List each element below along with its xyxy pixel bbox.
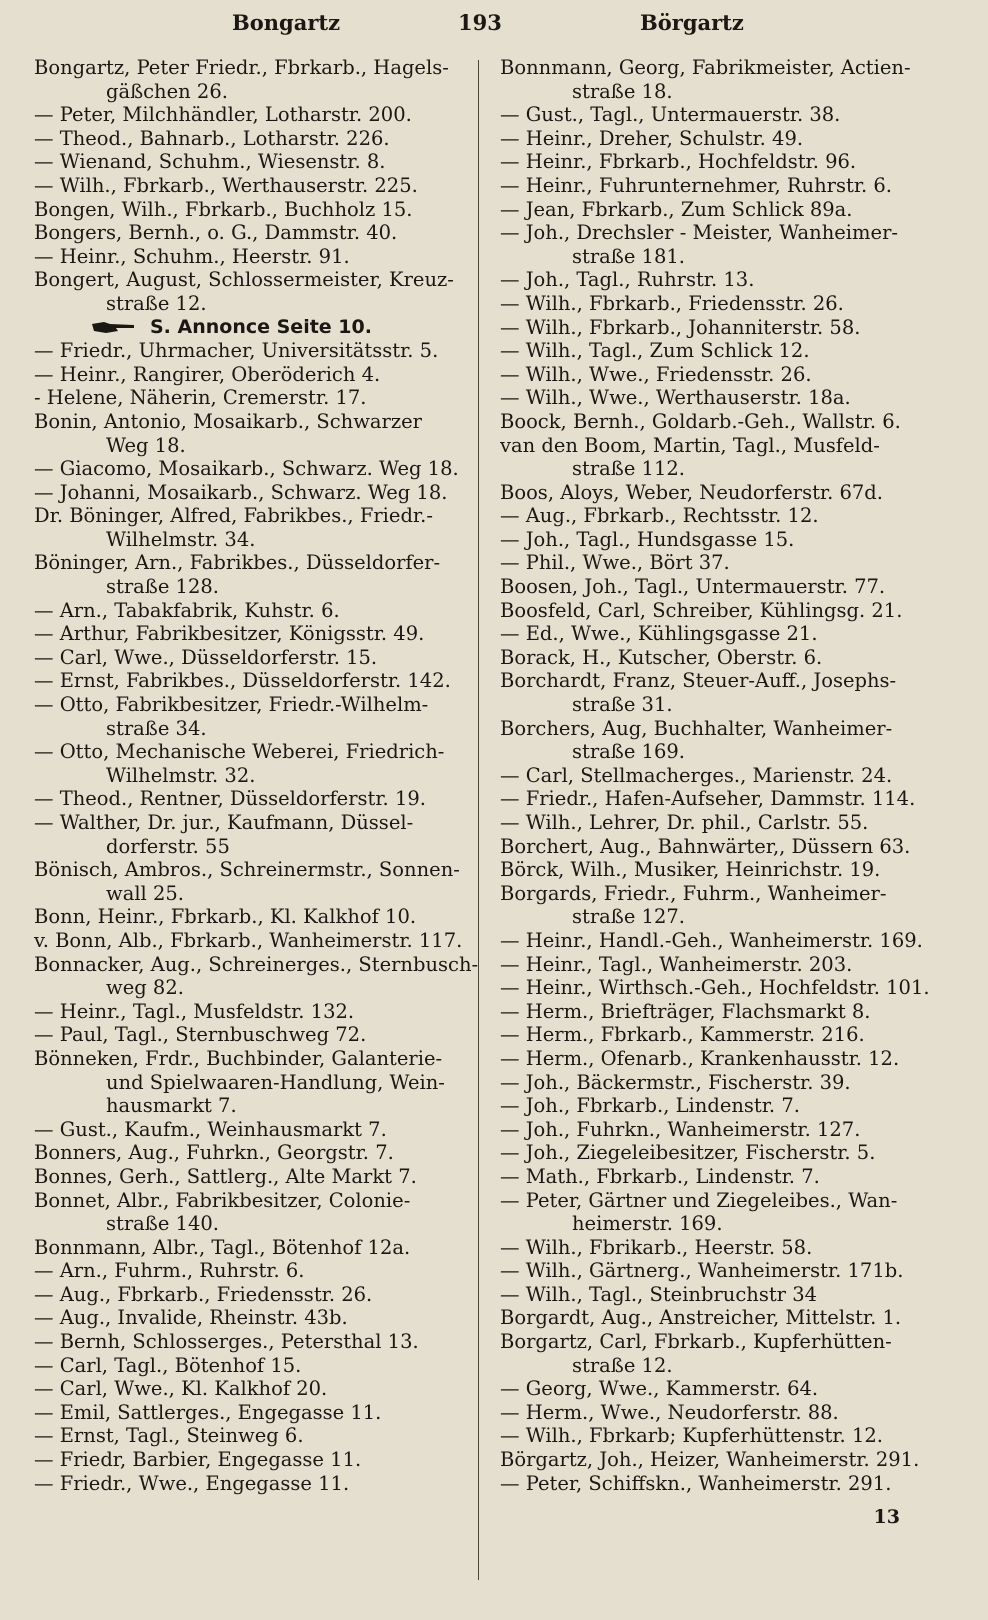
entry-line: Bonnet, Albr., Fabrikbesitzer, Colonie- xyxy=(34,1188,411,1212)
entry-line: — Ed., Wwe., Kühlingsgasse 21. xyxy=(500,622,818,646)
directory-entry xyxy=(34,1377,466,1401)
directory-entry xyxy=(500,882,948,929)
entry-line: — Heinr., Rangirer, Oberöderich 4. xyxy=(34,362,381,386)
entry-line: Borack, H., Kutscher, Oberstr. 6. xyxy=(500,645,823,669)
directory-entry xyxy=(500,528,948,552)
directory-entry xyxy=(34,56,466,103)
directory-entry xyxy=(500,504,948,528)
entry-line: Bonners, Aug., Fuhrkn., Georgstr. 7. xyxy=(34,1141,394,1165)
entry-line: — Aug., Invalide, Rheinstr. 43b. xyxy=(34,1306,348,1330)
entry-line: — Bernh, Schlosserges., Petersthal 13. xyxy=(34,1330,419,1354)
directory-entry xyxy=(34,150,466,174)
page-header xyxy=(0,6,988,40)
directory-entry xyxy=(34,457,466,481)
directory-entry xyxy=(34,1306,466,1330)
directory-entry xyxy=(34,245,466,269)
entry-line: Borchardt, Franz, Steuer-Auff., Josephs- xyxy=(500,669,897,693)
directory-entry xyxy=(34,103,466,127)
entry-line: — Joh., Fuhrkn., Wanheimerstr. 127. xyxy=(500,1117,861,1141)
entry-line: — Walther, Dr. jur., Kaufmann, Düssel- xyxy=(34,811,414,834)
entry-continuation: Wilhelmstr. 34. xyxy=(106,527,256,551)
directory-entry xyxy=(500,410,948,434)
entry-line: — Carl, Wwe., Düsseldorferstr. 15. xyxy=(34,645,378,669)
entry-line: Dr. Böninger, Alfred, Fabrikbes., Friedr.- xyxy=(34,504,433,528)
entry-continuation: dorferstr. 55 xyxy=(106,834,230,858)
directory-entry xyxy=(500,1448,948,1472)
directory-entry xyxy=(34,693,466,740)
directory-entry xyxy=(500,434,948,481)
entry-line: — Emil, Sattlerges., Engegasse 11. xyxy=(34,1400,382,1424)
entry-line: Bonin, Antonio, Mosaikarb., Schwarzer xyxy=(34,409,423,433)
entry-continuation: straße 18. xyxy=(572,79,673,103)
entry-line: — Theod., Rentner, Düsseldorferstr. 19. xyxy=(34,787,426,811)
directory-entry xyxy=(34,339,466,363)
directory-entry xyxy=(500,622,948,646)
entry-line: — Herm., Fbrkarb., Kammerstr. 216. xyxy=(500,1023,865,1047)
left-column xyxy=(34,56,479,1495)
entry-line: — Arthur, Fabrikbesitzer, Königsstr. 49. xyxy=(34,622,425,646)
directory-entry xyxy=(34,363,466,387)
entry-line: — Arn., Fuhrm., Ruhrstr. 6. xyxy=(34,1259,305,1283)
directory-entry xyxy=(500,150,948,174)
entry-line: — Friedr, Barbier, Engegasse 11. xyxy=(34,1448,362,1472)
directory-entry xyxy=(34,410,466,457)
entry-line: — Otto, Fabrikbesitzer, Friedr.-Wilhelm- xyxy=(34,693,429,717)
entry-line: — Friedr., Uhrmacher, Universitätsstr. 5. xyxy=(34,339,439,363)
directory-entry xyxy=(34,174,466,198)
directory-entry xyxy=(500,1306,948,1330)
entry-line: — Paul, Tagl., Sternbuschweg 72. xyxy=(34,1023,367,1047)
entry-line: — Heinr., Wirthsch.-Geh., Hochfeldstr. 101. xyxy=(500,976,930,1000)
directory-entry xyxy=(500,551,948,575)
directory-entry xyxy=(34,1283,466,1307)
entry-line: — Joh., Fbrkarb., Lindenstr. 7. xyxy=(500,1094,800,1118)
directory-entry xyxy=(500,1424,948,1448)
entry-continuation: Weg 18. xyxy=(106,433,186,457)
directory-entry xyxy=(500,127,948,151)
entry-continuation: wall 25. xyxy=(106,881,184,905)
directory-entry xyxy=(500,1401,948,1425)
entry-line: — Herm., Wwe., Neudorferstr. 88. xyxy=(500,1400,839,1424)
directory-entry xyxy=(34,1189,466,1236)
entry-line: Bönneken, Frdr., Buchbinder, Galanterie- xyxy=(34,1046,443,1070)
pointing-hand-icon xyxy=(90,319,136,335)
entry-line: Borgartz, Carl, Fbrkarb., Kupferhütten- xyxy=(500,1330,892,1354)
directory-entry xyxy=(34,858,466,905)
entry-line: Borchert, Aug., Bahnwärter,, Düssern 63. xyxy=(500,834,911,858)
header-left-keyword: Bongartz xyxy=(232,10,341,35)
entry-line: Bonnes, Gerh., Sattlerg., Alte Markt 7. xyxy=(34,1164,417,1188)
entry-continuation: straße 127. xyxy=(572,905,685,929)
directory-entry xyxy=(500,787,948,811)
entry-continuation: straße 31. xyxy=(572,693,673,717)
entry-line: Börgartz, Joh., Heizer, Wanheimerstr. 291. xyxy=(500,1448,920,1472)
entry-line: — Peter, Milchhändler, Lotharstr. 200. xyxy=(34,103,412,127)
entry-line: — Gust., Kaufm., Weinhausmarkt 7. xyxy=(34,1117,387,1141)
directory-entry xyxy=(34,481,466,505)
directory-entry xyxy=(500,953,948,977)
directory-entry xyxy=(34,1259,466,1283)
entry-line: — Heinr., Schuhm., Heerstr. 91. xyxy=(34,244,350,268)
directory-entry xyxy=(34,1236,466,1260)
directory-entry xyxy=(500,764,948,788)
entry-continuation: und Spielwaaren-Handlung, Wein- xyxy=(106,1070,445,1094)
directory-entry xyxy=(500,339,948,363)
directory-entry xyxy=(34,1472,466,1496)
entry-line: — Otto, Mechanische Weberei, Friedrich- xyxy=(34,740,445,764)
directory-entry xyxy=(500,1047,948,1071)
entry-line: — Joh., Tagl., Hundsgasse 15. xyxy=(500,527,795,551)
directory-entry xyxy=(500,292,948,316)
entry-line: — Wienand, Schuhm., Wiesenstr. 8. xyxy=(34,150,386,174)
directory-entry xyxy=(34,386,466,410)
entry-line: — Aug., Fbrkarb., Rechtsstr. 12. xyxy=(500,504,819,528)
entry-line: — Wilh., Tagl., Steinbruchstr 34 xyxy=(500,1282,818,1306)
directory-entry xyxy=(34,622,466,646)
entry-line: — Phil., Wwe., Bört 37. xyxy=(500,551,730,575)
directory-entry xyxy=(500,976,948,1000)
entry-continuation: straße 140. xyxy=(106,1212,219,1236)
entry-line: Börck, Wilh., Musiker, Heinrichstr. 19. xyxy=(500,858,881,882)
entry-continuation: heimerstr. 169. xyxy=(572,1212,723,1236)
entry-line: Bonnmann, Georg, Fabrikmeister, Actien- xyxy=(500,56,911,79)
directory-entry xyxy=(34,1141,466,1165)
entry-line: — Wilh., Fbrikarb., Heerstr. 58. xyxy=(500,1235,813,1259)
entry-line: — Wilh., Wwe., Werthauserstr. 18a. xyxy=(500,386,851,410)
directory-entry xyxy=(500,1236,948,1260)
entry-line: — Wilh., Tagl., Zum Schlick 12. xyxy=(500,339,810,363)
entry-line: — Herm., Briefträger, Flachsmarkt 8. xyxy=(500,999,871,1023)
entry-line: Boock, Bernh., Goldarb.-Geh., Wallstr. 6. xyxy=(500,409,901,433)
directory-entry xyxy=(34,1401,466,1425)
directory-entry xyxy=(500,929,948,953)
entry-line: v. Bonn, Alb., Fbrkarb., Wanheimerstr. 117. xyxy=(34,928,463,952)
directory-entry xyxy=(500,646,948,670)
entry-line: Boosfeld, Carl, Schreiber, Kühlingsg. 21. xyxy=(500,598,903,622)
entry-line: — Aug., Fbrkarb., Friedensstr. 26. xyxy=(34,1282,373,1306)
entry-line: Bongert, August, Schlossermeister, Kreuz- xyxy=(34,268,454,292)
directory-entry xyxy=(500,386,948,410)
directory-entry xyxy=(34,669,466,693)
directory-entry xyxy=(500,1023,948,1047)
directory-entry xyxy=(500,1141,948,1165)
directory-entry xyxy=(500,717,948,764)
directory-entry xyxy=(500,575,948,599)
directory-entry xyxy=(34,929,466,953)
entry-line: — Wilh., Fbrkarb., Friedensstr. 26. xyxy=(500,291,844,315)
entry-continuation: hausmarkt 7. xyxy=(106,1094,237,1118)
directory-entry xyxy=(500,481,948,505)
entry-line: — Georg, Wwe., Kammerstr. 64. xyxy=(500,1377,819,1401)
directory-entry xyxy=(34,1165,466,1189)
entry-continuation: straße 12. xyxy=(572,1353,673,1377)
entry-line: Bonn, Heinr., Fbrkarb., Kl. Kalkhof 10. xyxy=(34,905,417,929)
entry-line: — Wilh., Lehrer, Dr. phil., Carlstr. 55. xyxy=(500,811,869,834)
entry-line: — Joh., Bäckermstr., Fischerstr. 39. xyxy=(500,1070,851,1094)
annonce-reference xyxy=(34,316,466,340)
entry-line: — Joh., Drechsler - Meister, Wanheimer- xyxy=(500,221,898,245)
entry-line: — Wilh., Gärtnerg., Wanheimerstr. 171b. xyxy=(500,1259,904,1283)
page-number: 193 xyxy=(458,10,502,35)
entry-line: — Johanni, Mosaikarb., Schwarz. Weg 18. xyxy=(34,480,448,504)
directory-entry xyxy=(500,1071,948,1095)
directory-entry xyxy=(500,1118,948,1142)
directory-entry xyxy=(34,1000,466,1024)
entry-continuation: straße 112. xyxy=(572,457,685,481)
directory-entry xyxy=(34,646,466,670)
entry-line: — Herm., Ofenarb., Krankenhausstr. 12. xyxy=(500,1046,900,1070)
entry-line: — Arn., Tabakfabrik, Kuhstr. 6. xyxy=(34,598,340,622)
entry-line: — Heinr., Fuhrunternehmer, Ruhrstr. 6. xyxy=(500,173,893,197)
directory-entry xyxy=(500,1472,948,1496)
entry-line: Böninger, Arn., Fabrikbes., Düsseldorfer- xyxy=(34,551,441,575)
entry-line: — Wilh., Fbrkarb., Werthauserstr. 225. xyxy=(34,173,418,197)
entry-line: — Carl, Tagl., Bötenhof 15. xyxy=(34,1353,302,1377)
entry-line: Boos, Aloys, Weber, Neudorferstr. 67d. xyxy=(500,480,883,504)
directory-entry xyxy=(34,1448,466,1472)
entry-line: — Ernst, Tagl., Steinweg 6. xyxy=(34,1424,304,1448)
entry-continuation: weg 82. xyxy=(106,976,184,1000)
entry-line: — Carl, Stellmacherges., Marienstr. 24. xyxy=(500,763,893,787)
directory-entry xyxy=(34,268,466,315)
directory-entry xyxy=(500,811,948,835)
directory-entry xyxy=(500,103,948,127)
entry-continuation: Wilhelmstr. 32. xyxy=(106,763,256,787)
directory-entry xyxy=(500,1000,948,1024)
entry-line: Bongartz, Peter Friedr., Fbrkarb., Hagels- xyxy=(34,56,449,79)
entry-line: — Giacomo, Mosaikarb., Schwarz. Weg 18. xyxy=(34,457,459,481)
entry-line: - Helene, Näherin, Cremerstr. 17. xyxy=(34,386,367,410)
directory-entry xyxy=(500,363,948,387)
entry-line: — Gust., Tagl., Untermauerstr. 38. xyxy=(500,103,841,127)
directory-entry xyxy=(34,905,466,929)
entry-continuation: gäßchen 26. xyxy=(106,79,228,103)
entry-continuation: straße 181. xyxy=(572,244,685,268)
entry-line: Bonnacker, Aug., Schreinerges., Sternbusch- xyxy=(34,952,479,976)
entry-line: — Peter, Gärtner und Ziegeleibes., Wan- xyxy=(500,1188,898,1212)
directory-entry xyxy=(34,504,466,551)
entry-line: — Friedr., Wwe., Engegasse 11. xyxy=(34,1471,350,1495)
entry-line: — Heinr., Fbrkarb., Hochfeldstr. 96. xyxy=(500,150,857,174)
directory-entry xyxy=(34,1047,466,1118)
column-divider xyxy=(478,60,479,1580)
entry-line: — Joh., Tagl., Ruhrstr. 13. xyxy=(500,268,755,292)
entry-line: — Ernst, Fabrikbes., Düsseldorferstr. 142. xyxy=(34,669,451,693)
directory-entry xyxy=(500,1165,948,1189)
entry-line: — Joh., Ziegeleibesitzer, Fischerstr. 5. xyxy=(500,1141,876,1165)
directory-entry xyxy=(34,1023,466,1047)
entry-line: Borgardt, Aug., Anstreicher, Mittelstr. 1. xyxy=(500,1306,902,1330)
entry-line: — Theod., Bahnarb., Lotharstr. 226. xyxy=(34,126,390,150)
directory-entry xyxy=(34,198,466,222)
directory-entry xyxy=(34,1354,466,1378)
right-column xyxy=(500,56,948,1495)
entry-line: Borgards, Friedr., Fuhrm., Wanheimer- xyxy=(500,881,887,905)
entry-line: Boosen, Joh., Tagl., Untermauerstr. 77. xyxy=(500,575,886,599)
directory-entry xyxy=(500,1189,948,1236)
sheet-signature: 13 xyxy=(873,1506,900,1528)
directory-entry xyxy=(500,1330,948,1377)
entry-line: — Heinr., Dreher, Schulstr. 49. xyxy=(500,126,804,150)
entry-line: Bönisch, Ambros., Schreinermstr., Sonnen- xyxy=(34,858,460,882)
header-right-keyword: Börgartz xyxy=(640,10,744,35)
directory-entry xyxy=(500,198,948,222)
entry-continuation: straße 34. xyxy=(106,716,207,740)
entry-line: — Wilh., Fbrkarb., Johanniterstr. 58. xyxy=(500,315,861,339)
entry-line: — Carl, Wwe., Kl. Kalkhof 20. xyxy=(34,1377,328,1401)
entry-line: Borchers, Aug, Buchhalter, Wanheimer- xyxy=(500,716,893,740)
directory-entry xyxy=(500,268,948,292)
entry-line: Bongen, Wilh., Fbrkarb., Buchholz 15. xyxy=(34,197,413,221)
directory-entry xyxy=(34,952,479,1000)
directory-entry xyxy=(34,1330,466,1354)
directory-entry xyxy=(34,740,466,787)
directory-entry xyxy=(500,316,948,340)
directory-entry xyxy=(34,551,466,598)
directory-entry xyxy=(34,127,466,151)
directory-entry xyxy=(500,56,948,103)
entry-line: — Peter, Schiffskn., Wanheimerstr. 291. xyxy=(500,1471,892,1495)
directory-entry xyxy=(500,669,948,716)
directory-entry xyxy=(34,1424,466,1448)
entry-line: van den Boom, Martin, Tagl., Musfeld- xyxy=(500,433,880,457)
entry-line: — Math., Fbrkarb., Lindenstr. 7. xyxy=(500,1164,820,1188)
directory-entry xyxy=(34,1118,466,1142)
directory-entry xyxy=(500,174,948,198)
directory-entry xyxy=(500,599,948,623)
directory-entry xyxy=(34,811,466,858)
entry-line: S. Annonce Seite 10. xyxy=(150,315,372,338)
entry-continuation: straße 12. xyxy=(106,291,207,315)
directory-entry xyxy=(500,1377,948,1401)
entry-line: — Heinr., Tagl., Wanheimerstr. 203. xyxy=(500,952,853,976)
entry-continuation: straße 169. xyxy=(572,740,685,764)
entry-continuation: straße 128. xyxy=(106,575,219,599)
directory-entry xyxy=(500,1259,948,1283)
directory-entry xyxy=(500,1283,948,1307)
directory-entry xyxy=(34,221,466,245)
entry-line: Bonnmann, Albr., Tagl., Bötenhof 12a. xyxy=(34,1235,411,1259)
directory-entry xyxy=(500,835,948,859)
entry-line: — Heinr., Handl.-Geh., Wanheimerstr. 169. xyxy=(500,928,923,952)
directory-entry xyxy=(34,787,466,811)
entry-line: — Jean, Fbrkarb., Zum Schlick 89a. xyxy=(500,197,853,221)
directory-entry xyxy=(500,1094,948,1118)
directory-entry xyxy=(500,858,948,882)
entry-line: — Wilh., Wwe., Friedensstr. 26. xyxy=(500,362,812,386)
entry-line: Bongers, Bernh., o. G., Dammstr. 40. xyxy=(34,221,398,245)
directory-entry xyxy=(500,221,948,268)
entry-line: — Heinr., Tagl., Musfeldstr. 132. xyxy=(34,999,355,1023)
entry-line: — Friedr., Hafen-Aufseher, Dammstr. 114. xyxy=(500,787,916,811)
directory-entry xyxy=(34,599,466,623)
entry-line: — Wilh., Fbrkarb; Kupferhüttenstr. 12. xyxy=(500,1424,883,1448)
